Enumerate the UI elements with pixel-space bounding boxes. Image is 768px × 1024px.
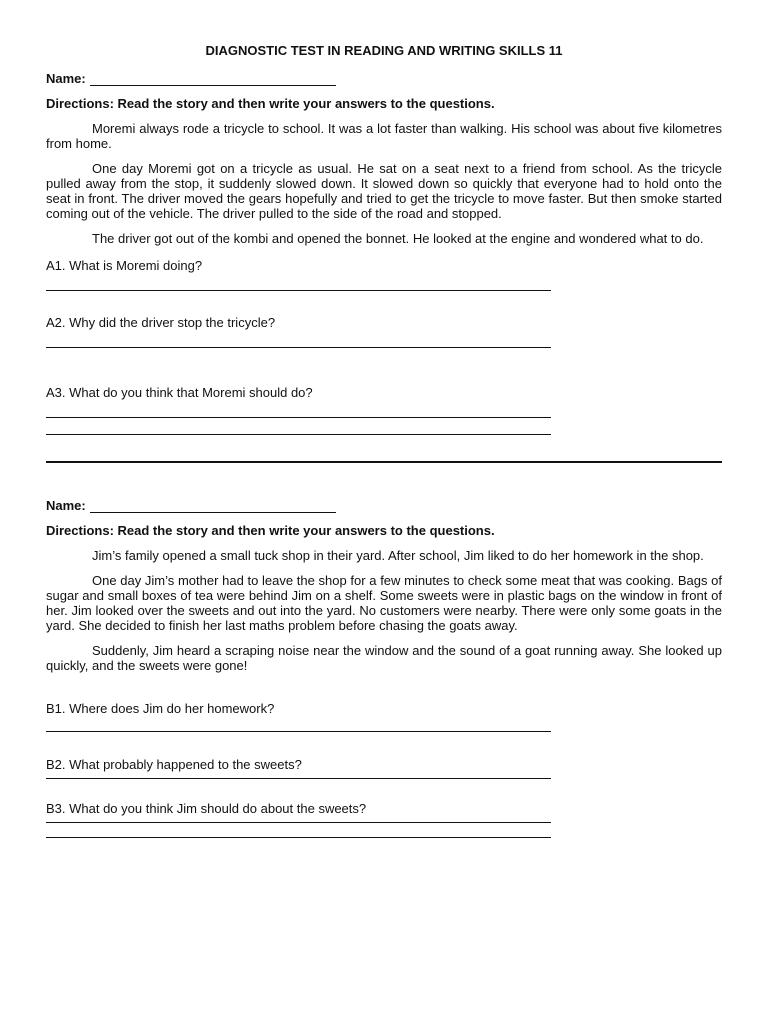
name-field[interactable] (90, 72, 336, 86)
answer-line-a2[interactable] (46, 347, 551, 348)
document-title: DIAGNOSTIC TEST IN READING AND WRITING SKILLS 11 (205, 43, 563, 58)
answer-line-b2[interactable] (46, 778, 551, 779)
question-b1: B1. Where does Jim do her homework? (46, 701, 275, 716)
name-label: Name: (46, 71, 86, 86)
story-a-paragraph-1: Moremi always rode a tricycle to school. It was a lot faster than walking. His school was about five kilometres from home. (46, 121, 722, 151)
answer-line-b3-1[interactable] (46, 822, 551, 823)
section-divider (46, 461, 722, 463)
question-a1: A1. What is Moremi doing? (46, 258, 203, 273)
story-b-paragraph-2: One day Jim’s mother had to leave the shop for a few minutes to check some meat that was cooking. Bags of sugar and small boxes of tea were behind Jim on a shelf. Some sweets were in plastic bags on the window in front of her. Jim looked over the sweets and out into the yard. No customers were nearby. There were only some goats in the yard. She decided to finish her last maths problem before chasing the goats away. (46, 573, 722, 633)
question-a3: A3. What do you think that Moremi should do? (46, 385, 313, 400)
question-b2: B2. What probably happened to the sweets? (46, 757, 302, 772)
answer-line-b3-2[interactable] (46, 837, 551, 838)
name-row-a (46, 70, 722, 86)
answer-line-b1[interactable] (46, 731, 551, 732)
name-row-b (46, 497, 722, 513)
name-field[interactable] (90, 499, 336, 513)
answer-line-a3-1[interactable] (46, 417, 551, 418)
answer-line-a3-2[interactable] (46, 434, 551, 435)
story-b-paragraph-3: Suddenly, Jim heard a scraping noise near the window and the sound of a goat running away. She looked up quickly, and the sweets were gone! (46, 643, 722, 673)
story-a-paragraph-2: One day Moremi got on a tricycle as usual. He sat on a seat next to a friend from school. As the tricycle pulled away from the stop, it suddenly slowed down. It slowed down so quickly that everyone had to hold onto the seat in front. The driver moved the gears hopefully and tried to get the tricycle to move faster. But then smoke started coming out of the vehicle. The driver pulled to the side of the road and stopped. (46, 161, 722, 221)
directions-b: Directions: Read the story and then write your answers to the questions. (46, 523, 495, 538)
directions-a: Directions: Read the story and then write your answers to the questions. (46, 96, 495, 111)
question-b3: B3. What do you think Jim should do about the sweets? (46, 801, 367, 816)
name-label: Name: (46, 498, 86, 513)
story-b-paragraph-1: Jim’s family opened a small tuck shop in their yard. After school, Jim liked to do her homework in the shop. (92, 548, 704, 563)
question-a2: A2. Why did the driver stop the tricycle? (46, 315, 276, 330)
answer-line-a1[interactable] (46, 290, 551, 291)
worksheet-page (46, 40, 722, 838)
story-a-paragraph-3: The driver got out of the kombi and opened the bonnet. He looked at the engine and wondered what to do. (92, 231, 704, 246)
